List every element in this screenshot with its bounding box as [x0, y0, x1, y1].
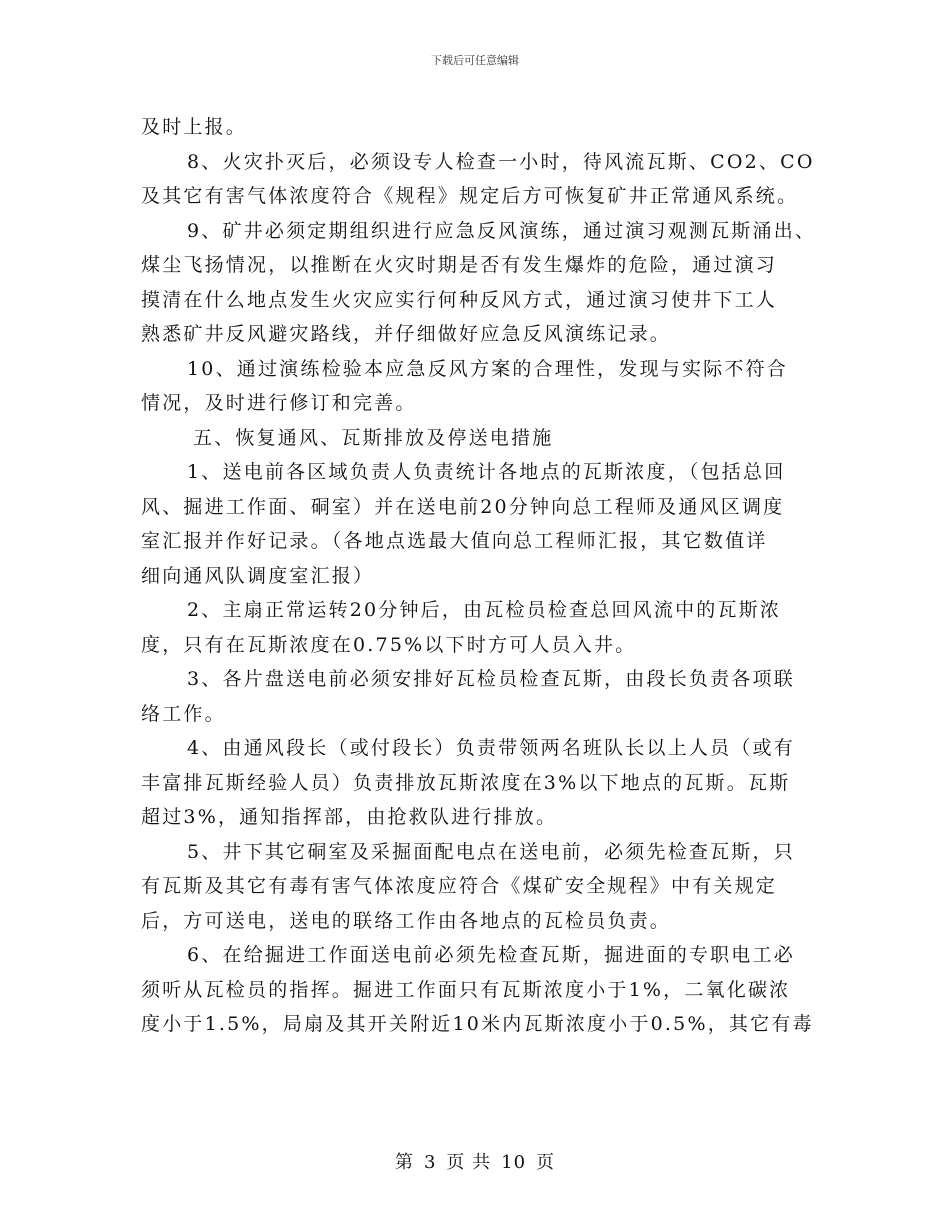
text-line: 超过3%，通知指挥部，由抢救队进行排放。	[141, 806, 558, 828]
item-1-line: 1、送电前各区域负责人负责统计各地点的瓦斯浓度，（包括总回	[187, 461, 786, 483]
item-6-line: 6、在给掘进工作面送电前必须先检查瓦斯，掘进面的专职电工必	[187, 944, 795, 966]
total-pages: 10	[501, 1152, 527, 1173]
text-line: 及时上报。	[141, 116, 248, 138]
item-4-line: 4、由通风段长（或付段长）负责带领两名班队长以上人员（或有	[187, 737, 795, 759]
text-line: 及其它有害气体浓度符合《规程》规定后方可恢复矿井正常通风系统。	[141, 185, 799, 207]
text-line: 后，方可送电，送电的联络工作由各地点的瓦检员负责。	[141, 909, 672, 932]
text-line: 煤尘飞扬情况，以推断在火灾时期是否有发生爆炸的危险，通过演习	[141, 254, 778, 276]
text-line: 丰富排瓦斯经验人员）负责排放瓦斯浓度在3%以下地点的瓦斯。瓦斯	[141, 771, 791, 794]
page-footer	[0, 1152, 950, 1174]
footer-middle: 页 共	[446, 1152, 492, 1173]
text-line: 须听从瓦检员的指挥。掘进工作面只有瓦斯浓度小于1%，二氧化碳浓	[141, 978, 791, 1001]
paragraph-9-line: 9、矿井必须定期组织进行应急反风演练，通过演习观测瓦斯涌出、	[187, 219, 817, 242]
footer-prefix: 第	[394, 1152, 414, 1173]
footer-suffix: 页	[536, 1152, 556, 1173]
item-5-line: 5、井下其它硐室及采掘面配电点在送电前，必须先检查瓦斯，只	[187, 840, 795, 863]
paragraph-8-line: 8、火灾扑灭后，必须设专人检查一小时，待风流瓦斯、CO2、CO	[187, 150, 815, 173]
page-header: 下载后可任意编辑	[431, 54, 519, 67]
item-2-line: 2、主扇正常运转20分钟后，由瓦检员检查总回风流中的瓦斯浓	[187, 599, 782, 621]
paragraph-10-line: 10、通过演练检验本应急反风方案的合理性，发现与实际不符合	[187, 357, 788, 380]
text-line: 度，只有在瓦斯浓度在0.75%以下时方可人员入井。	[141, 633, 637, 656]
text-line: 细向通风队调度室汇报）	[141, 564, 375, 587]
section-heading: 五、恢复通风、瓦斯排放及停送电措施	[193, 426, 554, 449]
text-line: 室汇报并作好记录。（各地点选最大值向总工程师汇报，其它数值详	[141, 530, 768, 552]
text-line: 度小于1.5%，局扇及其开关附近10米内瓦斯浓度小于0.5%，其它有毒	[141, 1013, 814, 1035]
current-page-number: 3	[423, 1152, 437, 1173]
document-body	[141, 110, 821, 1042]
text-line: 风、掘进工作面、硐室）并在送电前20分钟向总工程师及通风区调度	[141, 495, 785, 518]
text-line: 有瓦斯及其它有毒有害气体浓度应符合《煤矿安全规程》中有关规定	[141, 875, 778, 897]
text-line: 情况，及时进行修订和完善。	[141, 392, 417, 414]
text-line: 摸清在什么地点发生火灾应实行何种反风方式，通过演习使井下工人	[141, 288, 778, 311]
item-3-line: 3、各片盘送电前必须安排好瓦检员检查瓦斯，由段长负责各项联	[187, 668, 795, 690]
text-line: 络工作。	[141, 702, 226, 725]
text-line: 熟悉矿井反风避灾路线，并仔细做好应急反风演练记录。	[141, 323, 672, 345]
